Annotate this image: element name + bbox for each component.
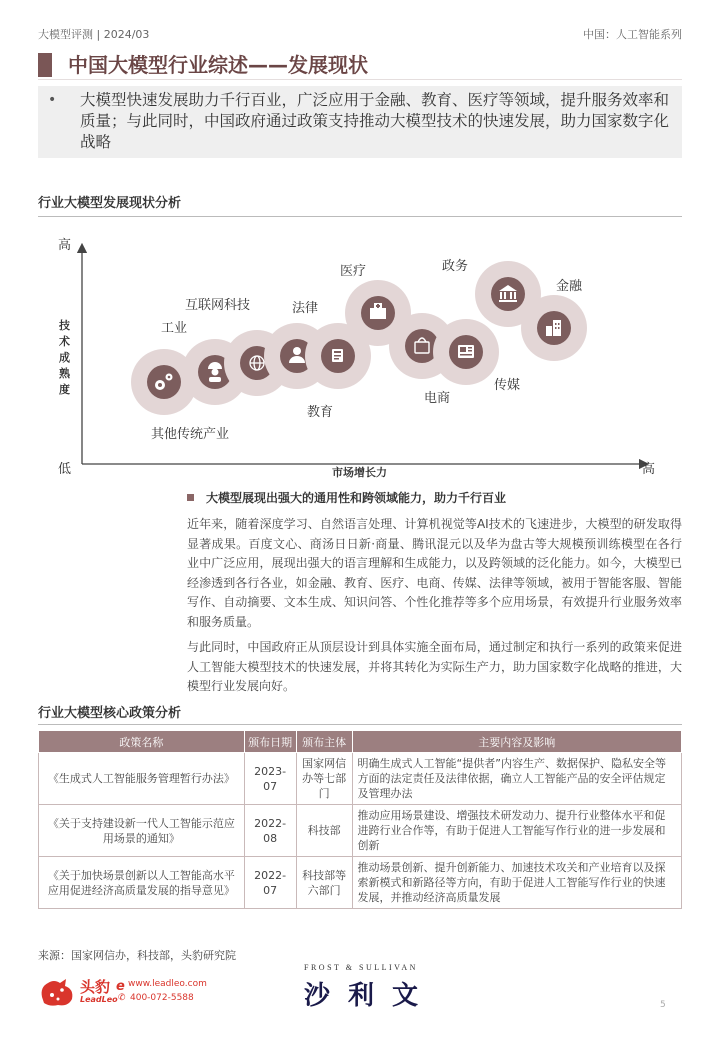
column-header: 主要内容及影响 (352, 731, 681, 753)
industry-label: 工业 (161, 321, 188, 336)
phone-icon: ✆ (118, 993, 126, 1003)
x-axis-high-label: 高 (642, 462, 656, 477)
chart-section-title: 行业大模型发展现状分析 (38, 196, 182, 211)
industry-label: 政务 (442, 259, 469, 274)
analysis-heading-text: 大模型展现出强大的通用性和跨领域能力，助力千行百业 (206, 491, 507, 505)
y-axis-title: 技术成熟度 (59, 319, 70, 396)
industry-label: 教育 (307, 405, 334, 420)
leadleo-logo (38, 975, 238, 1011)
industry-label: 互联网科技 (185, 298, 251, 313)
table-row (39, 753, 682, 805)
table-row (39, 805, 682, 857)
policy-name-cell: 《生成式人工智能服务管理暂行办法》 (39, 753, 245, 805)
column-header: 颁布日期 (244, 731, 296, 753)
law-book-icon (332, 349, 343, 362)
analysis-paragraph-2: 与此同时，中国政府正从顶层设计到具体实施全面布局，通过制定和执行一系列的政策来促进人工智能大模型技术的快速发展，并将其转化为实际生产力，助力国家数字化战略的推进，大模型行业发展向好。 (187, 640, 682, 693)
summary-text: 大模型快速发展助力千行百业，广泛应用于金融、教育、医疗等领域，提升服务效率和质量；与此同时，中国政府通过政策支持推动大模型技术的快速发展，助力国家数字化战略 (80, 91, 670, 151)
summary-box (38, 86, 682, 158)
page-header (38, 26, 682, 44)
bubble-media (433, 319, 499, 385)
title-bar (38, 52, 682, 80)
policy-issuer-cell: 科技部 (296, 805, 352, 857)
policy-date-cell: 2022-07 (244, 857, 296, 909)
section-divider (38, 216, 682, 217)
x-axis-title: 市场增长力 (332, 466, 387, 479)
fs-brand-name: FROST & SULLIVAN (304, 963, 418, 972)
column-header: 颁布主体 (296, 731, 352, 753)
fs-cn-name: 沙利文 (303, 981, 436, 1011)
policy-date-cell: 2023-07 (244, 753, 296, 805)
policy-date-cell: 2022-08 (244, 805, 296, 857)
industry-label: 法律 (292, 301, 319, 316)
series-tag: 中国：人工智能系列 (583, 28, 682, 41)
page-number: 5 (660, 1000, 666, 1010)
policy-name-cell: 《关于加快场景创新以人工智能高水平应用促进经济高质量发展的指导意见》 (39, 857, 245, 909)
analysis-paragraph-1: 近年来，随着深度学习、自然语言处理、计算机视觉等AI技术的飞速进步，大模型的研发取得显著成果。百度文心、商汤日日新·商量、腾讯混元以及华为盘古等大规模预训练模型在各行业中广泛应用，展现出强大的语言理解和生成能力，以及跨领域的泛化能力。如今，大模型已经渗透到各行各业，如金融、教育、医疗、电商、传媒、法律等领域，被用于智能客服、智能写作、自动摘要、文本生成、知识问答、个性化推荐等多个应用场景，有效提升行业服务效率和服务质量。 (187, 517, 682, 629)
leopard-logo-icon (38, 975, 78, 1009)
web-e-icon: e (116, 979, 125, 994)
title-accent-bar (38, 53, 52, 77)
section-divider (38, 724, 682, 725)
industry-label: 传媒 (494, 378, 521, 393)
source-note: 来源：国家网信办，科技部，头豹研究院 (38, 949, 236, 962)
summary-bullet: • (48, 92, 57, 108)
industry-label: 其他传统产业 (151, 427, 230, 442)
policy-issuer-cell: 科技部等六部门 (296, 857, 352, 909)
policy-issuer-cell: 国家网信办等七部门 (296, 753, 352, 805)
newspaper-icon (458, 345, 474, 358)
leadleo-en-name: LeadLeo (80, 995, 118, 1004)
policy-section-title: 行业大模型核心政策分析 (38, 706, 182, 721)
table-row (39, 857, 682, 909)
y-axis-high-label: 高 (58, 238, 72, 253)
policy-table (38, 730, 682, 909)
analysis-heading (187, 489, 506, 506)
page-title: 中国大模型行业综述——发展现状 (68, 53, 368, 77)
leadleo-phone: 400-072-5588 (130, 993, 194, 1003)
table-header-row (39, 731, 682, 753)
industry-maturity-chart (38, 230, 682, 480)
policy-content-cell: 推动场景创新、提升创新能力、加速技术攻关和产业培育以及探索新模式和新路径等方向，有助于促进人工智能写作行业的快速发展，并推动经济高质量发展 (352, 857, 681, 909)
industry-label: 电商 (424, 391, 451, 406)
policy-content-cell: 推动应用场景建设、增强技术研发动力、提升行业整体水平和促进跨行业合作等，有助于促进人工智能写作行业的进一步发展和创新 (352, 805, 681, 857)
leadleo-website-link[interactable]: www.leadleo.com (128, 979, 207, 989)
industry-label: 医疗 (340, 264, 367, 279)
bubble-finance (521, 295, 587, 361)
y-axis-low-label: 低 (58, 462, 72, 477)
heading-square-marker (187, 494, 194, 501)
column-header: 政策名称 (39, 731, 245, 753)
policy-name-cell: 《关于支持建设新一代人工智能示范应用场景的通知》 (39, 805, 245, 857)
policy-content-cell: 明确生成式人工智能“提供者”内容生产、数据保护、隐私安全等方面的法定责任及法律依据，确立人工智能产品的安全评估规定及管理办法 (352, 753, 681, 805)
industry-label: 金融 (556, 279, 583, 294)
frost-sullivan-logo (278, 963, 444, 1011)
leadleo-cn-name: 头豹 (80, 978, 111, 996)
report-tag: 大模型评测 | 2024/03 (38, 28, 150, 41)
